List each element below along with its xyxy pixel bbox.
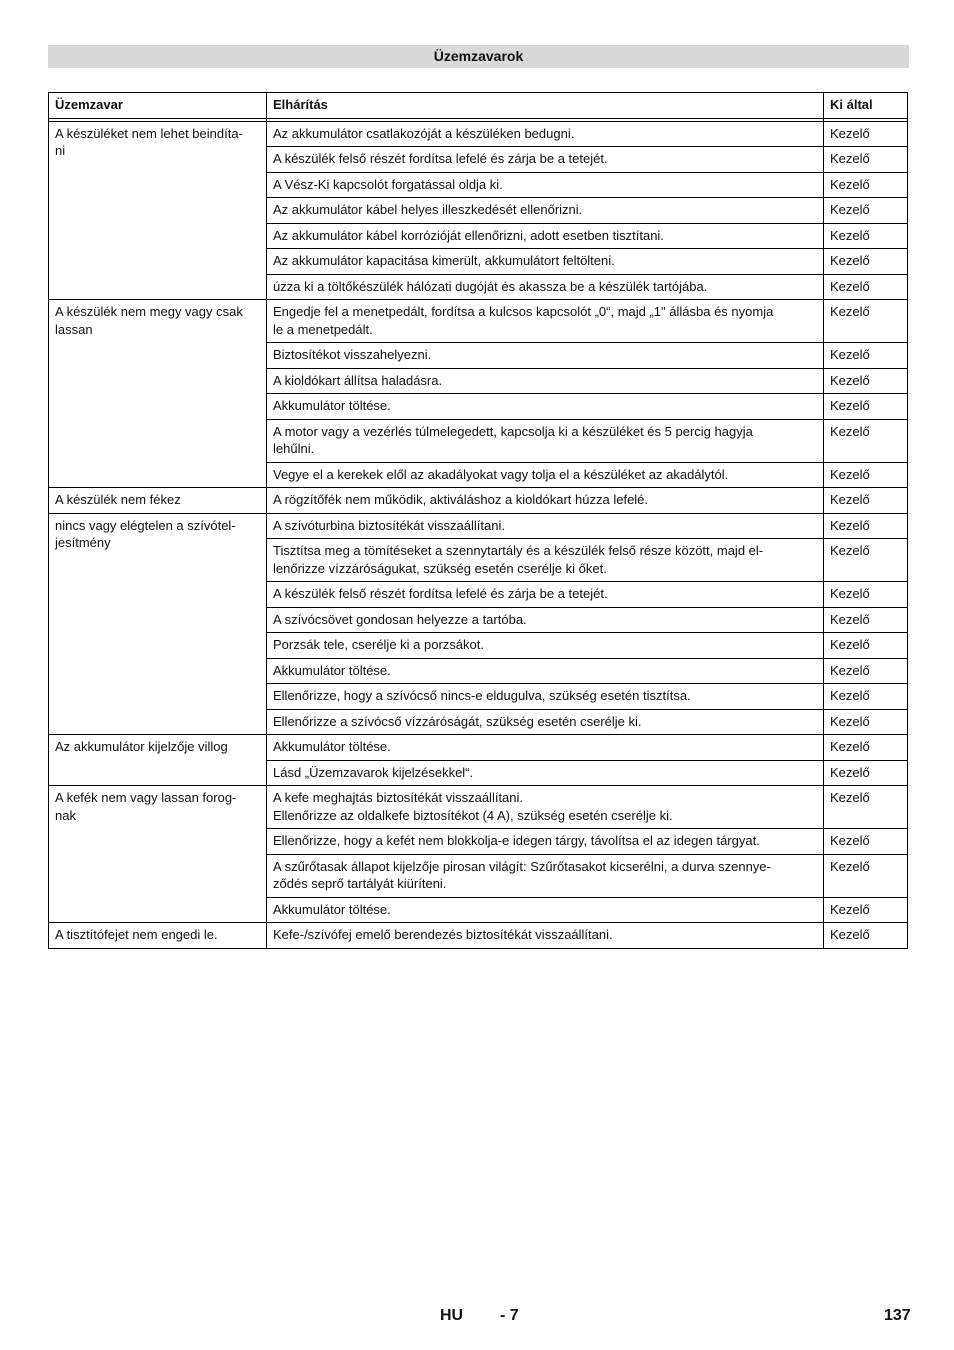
fix-cell: A szívócsövet gondosan helyezze a tartóba.	[267, 607, 824, 633]
fix-cell: Az akkumulátor kapacitása kimerült, akkumulátort feltölteni.	[267, 249, 824, 275]
table-row	[49, 121, 908, 147]
responsible-cell: Kezelő	[824, 854, 908, 897]
responsible-cell: Kezelő	[824, 539, 908, 582]
responsible-cell: Kezelő	[824, 300, 908, 343]
responsible-cell: Kezelő	[824, 735, 908, 761]
problem-cell: A kefék nem vagy lassan forog- nak	[49, 786, 267, 923]
header-fix: Elhárítás	[267, 93, 824, 119]
fix-cell: Akkumulátor töltése.	[267, 658, 824, 684]
responsible-cell: Kezelő	[824, 684, 908, 710]
problem-cell: Az akkumulátor kijelzője villog	[49, 735, 267, 786]
fix-cell: A készülék felső részét fordítsa lefelé és zárja be a tetejét.	[267, 582, 824, 608]
responsible-cell: Kezelő	[824, 223, 908, 249]
fix-cell: A kioldókart állítsa haladásra.	[267, 368, 824, 394]
responsible-cell: Kezelő	[824, 198, 908, 224]
fix-cell: Kefe-/szívófej emelő berendezés biztosítékát visszaállítani.	[267, 923, 824, 949]
fix-cell: A szívóturbina biztosítékát visszaállítani.	[267, 513, 824, 539]
table-body	[49, 118, 908, 948]
fix-cell: Akkumulátor töltése.	[267, 897, 824, 923]
footer-section-number: - 7	[500, 1307, 519, 1324]
footer-language: HU	[440, 1307, 464, 1324]
fix-cell: Engedje fel a menetpedált, fordítsa a kulcsos kapcsolót „0“, majd „1" állásba és nyomja le a menetpedált.	[267, 300, 824, 343]
responsible-cell: Kezelő	[824, 419, 908, 462]
table-row	[49, 513, 908, 539]
problem-cell: A készüléket nem lehet beindíta- ni	[49, 121, 267, 300]
fix-cell: Porzsák tele, cserélje ki a porzsákot.	[267, 633, 824, 659]
fix-cell: A kefe meghajtás biztosítékát visszaállítani. Ellenőrizze az oldalkefe biztosítékot (4 A), szükség esetén cserélje ki.	[267, 786, 824, 829]
problem-cell: A készülék nem fékez	[49, 488, 267, 514]
fix-cell: Ellenőrizze a szívócső vízzáróságát, szükség esetén cserélje ki.	[267, 709, 824, 735]
responsible-cell: Kezelő	[824, 786, 908, 829]
responsible-cell: Kezelő	[824, 172, 908, 198]
responsible-cell: Kezelő	[824, 488, 908, 514]
fix-cell: Akkumulátor töltése.	[267, 394, 824, 420]
fix-cell: Biztosítékot visszahelyezni.	[267, 343, 824, 369]
responsible-cell: Kezelő	[824, 829, 908, 855]
responsible-cell: Kezelő	[824, 343, 908, 369]
responsible-cell: Kezelő	[824, 709, 908, 735]
fix-cell: A szűrőtasak állapot kijelzője pirosan világít: Szűrőtasakot kicserélni, a durva szennye- ződés seprő tartályát kiüríteni.	[267, 854, 824, 897]
table-row	[49, 923, 908, 949]
responsible-cell: Kezelő	[824, 760, 908, 786]
responsible-cell: Kezelő	[824, 147, 908, 173]
header-problem: Üzemzavar	[49, 93, 267, 119]
fix-cell: úzza ki a töltőkészülék hálózati dugóját és akassza be a készülék tartójába.	[267, 274, 824, 300]
problem-cell: A készülék nem megy vagy csak lassan	[49, 300, 267, 488]
table-row	[49, 488, 908, 514]
fix-cell: Ellenőrizze, hogy a szívócső nincs-e eldugulva, szükség esetén tisztítsa.	[267, 684, 824, 710]
section-title: Üzemzavarok	[48, 45, 909, 68]
table-row	[49, 786, 908, 829]
fix-cell: Az akkumulátor kábel helyes illeszkedését ellenőrizni.	[267, 198, 824, 224]
responsible-cell: Kezelő	[824, 897, 908, 923]
responsible-cell: Kezelő	[824, 368, 908, 394]
responsible-cell: Kezelő	[824, 658, 908, 684]
page-number: 137	[884, 1307, 911, 1324]
fix-cell: Az akkumulátor kábel korrózióját ellenőrizni, adott esetben tisztítani.	[267, 223, 824, 249]
fix-cell: Akkumulátor töltése.	[267, 735, 824, 761]
fix-cell: Tisztítsa meg a tömítéseket a szennytartály és a készülék felső része között, majd el- lenőrizze vízzáróságukat, szükség esetén cserélje ki őket.	[267, 539, 824, 582]
fix-cell: A rögzítőfék nem működik, aktiváláshoz a kioldókart húzza lefelé.	[267, 488, 824, 514]
table-row	[49, 300, 908, 343]
fix-cell: Lásd „Üzemzavarok kijelzésekkel“.	[267, 760, 824, 786]
responsible-cell: Kezelő	[824, 513, 908, 539]
fix-cell: Ellenőrizze, hogy a kefét nem blokkolja-e idegen tárgy, távolítsa el az idegen tárgyat.	[267, 829, 824, 855]
fix-cell: A motor vagy a vezérlés túlmelegedett, kapcsolja ki a készüléket és 5 percig hagyja lehűlni.	[267, 419, 824, 462]
fix-cell: A Vész-Ki kapcsolót forgatással oldja ki.	[267, 172, 824, 198]
responsible-cell: Kezelő	[824, 274, 908, 300]
header-who: Ki által	[824, 93, 908, 119]
troubleshooting-table	[48, 92, 908, 949]
responsible-cell: Kezelő	[824, 121, 908, 147]
table-row	[49, 735, 908, 761]
fix-cell: Vegye el a kerekek elől az akadályokat vagy tolja el a készüléket az akadálytól.	[267, 462, 824, 488]
responsible-cell: Kezelő	[824, 249, 908, 275]
responsible-cell: Kezelő	[824, 462, 908, 488]
fix-cell: A készülék felső részét fordítsa lefelé és zárja be a tetejét.	[267, 147, 824, 173]
table-header-row	[49, 93, 908, 119]
fix-cell: Az akkumulátor csatlakozóját a készüléken bedugni.	[267, 121, 824, 147]
problem-cell: A tisztítófejet nem engedi le.	[49, 923, 267, 949]
responsible-cell: Kezelő	[824, 923, 908, 949]
problem-cell: nincs vagy elégtelen a szívótel- jesítmény	[49, 513, 267, 735]
responsible-cell: Kezelő	[824, 582, 908, 608]
responsible-cell: Kezelő	[824, 607, 908, 633]
responsible-cell: Kezelő	[824, 394, 908, 420]
responsible-cell: Kezelő	[824, 633, 908, 659]
